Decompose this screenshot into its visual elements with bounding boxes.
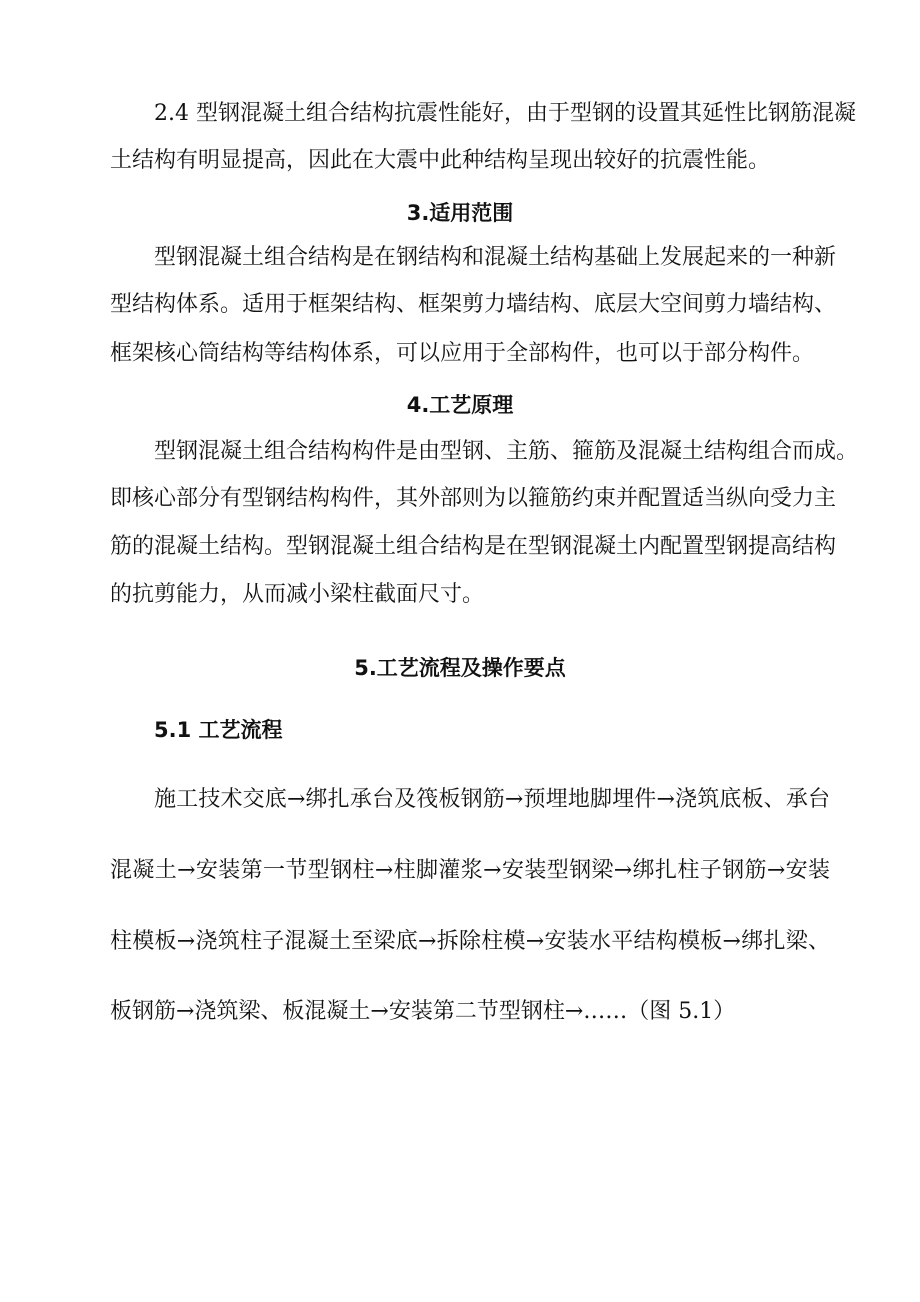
para-3-line-2: 型结构体系。适用于框架结构、框架剪力墙结构、底层大空间剪力墙结构、	[110, 292, 837, 317]
heading-section-5: 5.工艺流程及操作要点	[354, 656, 566, 680]
para-2-4-line-2: 土结构有明显提高，因此在大震中此种结构呈现出较好的抗震性能。	[110, 148, 771, 173]
para-4-line-1: 型钢混凝土组合结构构件是由型钢、主筋、箍筋及混凝土结构组合而成。	[154, 439, 859, 464]
para-2-4-line-1: 2.4 型钢混凝土组合结构抗震性能好，由于型钢的设置其延性比钢筋混凝	[154, 101, 856, 126]
heading-section-5-1: 5.1 工艺流程	[154, 718, 283, 742]
heading-section-4: 4.工艺原理	[406, 393, 514, 417]
para-5-1-line-1: 施工技术交底→绑扎承台及筏板钢筋→预埋地脚埋件→浇筑底板、承台	[154, 787, 830, 812]
para-4-line-3: 筋的混凝土结构。型钢混凝土组合结构是在型钢混凝土内配置型钢提高结构	[110, 534, 837, 559]
para-4-line-4: 的抗剪能力，从而减小梁柱截面尺寸。	[110, 582, 485, 607]
para-3-line-3: 框架核心筒结构等结构体系，可以应用于全部构件，也可以于部分构件。	[110, 341, 815, 366]
para-3-line-1: 型钢混凝土组合结构是在钢结构和混凝土结构基础上发展起来的一种新	[154, 245, 837, 270]
heading-section-3: 3.适用范围	[406, 201, 514, 225]
para-4-line-2: 即核心部分有型钢结构构件，其外部则为以箍筋约束并配置适当纵向受力主	[110, 486, 837, 511]
para-5-1-line-2: 混凝土→安装第一节型钢柱→柱脚灌浆→安装型钢梁→绑扎柱子钢筋→安装	[110, 858, 830, 883]
para-5-1-line-3: 柱模板→浇筑柱子混凝土至梁底→拆除柱模→安装水平结构模板→绑扎梁、	[110, 929, 830, 954]
para-5-1-line-4: 板钢筋→浇筑梁、板混凝土→安装第二节型钢柱→……（图 5.1）	[110, 999, 736, 1024]
